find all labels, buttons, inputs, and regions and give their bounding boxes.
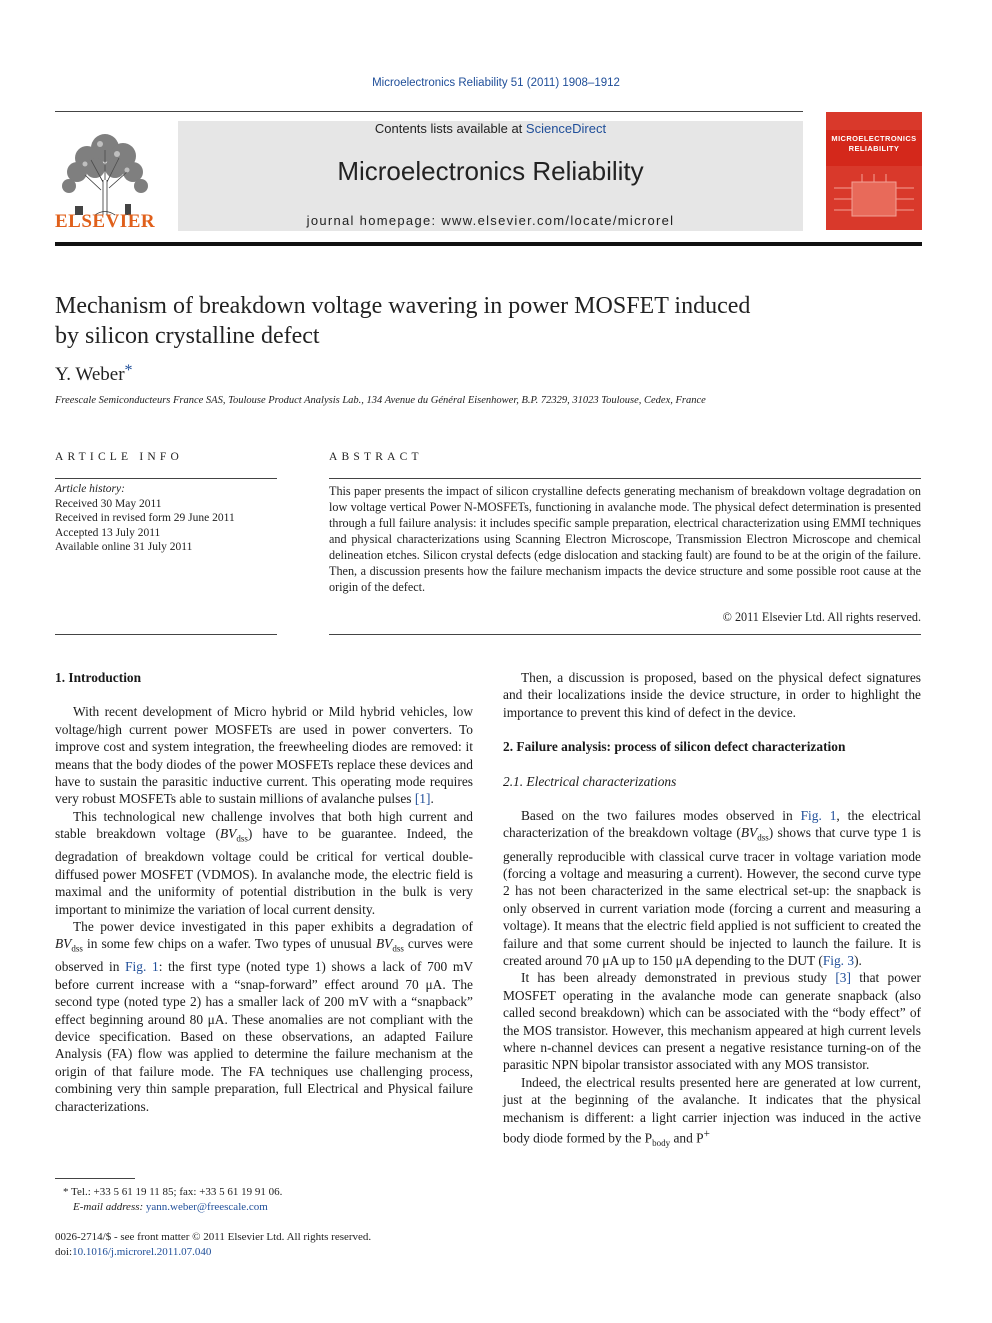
intro-paragraph-4: Then, a discussion is proposed, based on the physical defect signatures and their localizations inside the device structure, in order to highlight the importance to prevent this kind of defect in the device. — [503, 670, 921, 720]
abstract-bottom-rule — [329, 634, 921, 635]
affiliation: Freescale Semiconducteurs France SAS, Toulouse Product Analysis Lab., 134 Avenue du Général Eisenhower, B.P. 72329, 31023 Toulouse, Cedex, France — [55, 395, 706, 406]
history-label: Article history: — [55, 483, 125, 495]
footnote-email: E-mail address: yann.weber@freescale.com — [73, 1201, 268, 1213]
right-column — [503, 669, 921, 1153]
article-history — [55, 482, 277, 555]
section-2-heading: 2. Failure analysis: process of silicon defect characterization — [503, 739, 846, 755]
header-thick-rule — [55, 242, 922, 246]
footnote-mark: * — [63, 1186, 69, 1198]
footnote-contact: * Tel.: +33 5 61 19 11 85; fax: +33 5 61 19 91 06. — [63, 1186, 283, 1198]
doi-line: doi:10.1016/j.microrel.2011.07.040 — [55, 1246, 212, 1258]
abstract-top-rule — [329, 478, 921, 479]
article-title-line1: Mechanism of breakdown voltage wavering in power MOSFET induced — [55, 293, 751, 319]
section-2-1-heading: 2.1. Electrical characterizations — [503, 773, 677, 789]
abstract-heading: ABSTRACT — [329, 451, 423, 463]
info-top-rule — [55, 478, 277, 479]
intro-paragraph-2: This technological new challenge involves that both high current and stable breakdown voltage $(BV_{dss})$ have to be guarantee. Indeed, the degradation of breakdown voltage could be critical for vertical double-diffused power MOSFET (VDMOS). In avalanche mode, the electric field is maximal and the uniformity of potential distribution in the bulk is very important to minimize the variation of local current density. — [55, 808, 473, 917]
issn-line: 0026-2714/$ - see front matter © 2011 Elsevier Ltd. All rights reserved. — [55, 1231, 372, 1243]
author-footnote — [55, 1185, 473, 1215]
abstract-text: This paper presents the impact of silicon crystalline defects generating mechanism of breakdown voltage degradation on low voltage vertical Power N-MOSFETs, functioning in avalanche mode. The physical defect determination is presented through a full failure analysis: it includes specific sample preparation, electrical characterization using EMMI techniques and physical characterizations using Scanning Electron Microscope, Transmission Electron Microscope and chemical delineation etches. Silicon crystal defects (edge dislocation and stacking fault) are found to be at the origin of the failure. Then, a discussion presents how the failure mechanism impacts the device structure and some possible root cause at the origin of the defect. — [329, 484, 921, 594]
fig-1-link[interactable]: Fig. 1 — [125, 959, 159, 975]
electrical-paragraph-3: Indeed, the electrical results presented here are generated at low current, just at the beginning of the avalanche. It indicates that the physical mechanism is different: a light carrier injection was induced in the active body diode formed by the $P_{body}$ and P+ — [503, 1074, 921, 1149]
fig-3-link[interactable]: Fig. 3 — [822, 952, 855, 968]
publisher-wordmark: ELSEVIER — [55, 211, 156, 232]
left-column — [55, 669, 473, 1115]
journal-title: Microelectronics Reliability — [337, 156, 644, 186]
contents-line — [178, 121, 803, 136]
intro-paragraph-3: The power device investigated in this paper exhibits a degradation of $BV_{dss}$ in some few chips on a wafer. Two types of unusual $BV_{dss}$ curves were observed in Fig. 1: the first type (noted type 1) shows a lack of 700 mV before current increase with a “snap-forward” effect around 70 μA. The second type (noted type 2) has a smaller lack of 200 mV with a “snapback” effect beginning around 80 μA. These anomalies are not compliant with the device specification. Based on these observations, an adapted Failure Analysis (FA) flow was applied to determine the failure mechanism at the origin of that failure mode. The FA techniques use challenging process, combining very thin sample preparation, full Electrical and Physical failure characterizations. — [55, 918, 473, 1114]
article-title — [55, 291, 855, 351]
author-email-link[interactable]: yann.weber@freescale.com — [145, 1201, 268, 1213]
cover-title-line1: MICROELECTRONICS — [831, 134, 917, 143]
issn-block — [55, 1230, 473, 1260]
journal-homepage[interactable]: journal homepage: www.elsevier.com/locate/microrel — [306, 213, 675, 228]
author-line — [55, 362, 133, 386]
author-footnote-mark[interactable]: * — [124, 362, 133, 379]
online-date: Available online 31 July 2011 — [55, 541, 193, 554]
cover-chip-icon — [834, 174, 914, 224]
received-date: Received 30 May 2011 — [55, 497, 162, 510]
cover-title-line2: RELIABILITY — [848, 144, 900, 153]
info-bottom-rule — [55, 634, 277, 635]
footnote-rule — [55, 1178, 135, 1179]
ref-3-link[interactable]: [3] — [835, 970, 851, 986]
ref-1-link[interactable]: [1] — [414, 791, 431, 807]
revised-date: Received in revised form 29 June 2011 — [55, 512, 235, 525]
electrical-paragraph-2: It has been already demonstrated in previous study [3] that power MOSFET operating in the avalanche mode can generate snapback (also called second breakdown) which can be associated with the “body effect” of the MOS transistor. However, this mechanism appeared at high current levels where n-channel devices can present a negative resistance turning-on of the parasitic NPN bipolar transistor associated with any MOS transistor. — [503, 970, 921, 1073]
abstract-copyright: © 2011 Elsevier Ltd. All rights reserved. — [722, 610, 921, 624]
electrical-paragraph-1: Based on the two failures modes observed in Fig. 1, the electrical characterization of the breakdown voltage $(BV_{dss})$ shows that curve type 1 is generally reproducible with classical curve tracer in voltage variation mode (forcing a voltage and measuring a current). However, the second curve type 2 has not been characterized in the same electrical set-up: the snapback is only observed in current variation mode (forcing a current and measuring a voltage). It means that the electric field applied is not sufficient to created the failure and that some current should be injected to launch the failure. It is created around 70 μA up to 150 μA depending to the DUT (Fig. 3). — [503, 808, 921, 968]
article-title-line2: by silicon crystalline defect — [55, 323, 320, 349]
contents-prefix: Contents lists available at — [374, 121, 526, 136]
article-info-heading: ARTICLE INFO — [55, 451, 183, 463]
fig-1-link-2[interactable]: Fig. 1 — [800, 808, 837, 824]
doi-link[interactable]: 10.1016/j.microrel.2011.07.040 — [72, 1246, 212, 1258]
section-1-heading: 1. Introduction — [55, 670, 142, 685]
journal-citation[interactable]: Microelectronics Reliability 51 (2011) 1908–1912 — [372, 77, 620, 89]
accepted-date: Accepted 13 July 2011 — [55, 526, 161, 539]
header-rule — [55, 111, 803, 112]
journal-cover-thumbnail[interactable] — [826, 112, 922, 230]
author-name[interactable]: Y. Weber — [55, 364, 125, 385]
intro-paragraph-1: With recent development of Micro hybrid or Mild hybrid vehicles, low voltage/high current power MOSFETs are used in power converters. To improve cost and system integration, the freewheeling diodes are removed: it means that the body diodes of the power MOSFETs replace these devices and have to sustain the parasitic inductive current. This operating mode requires very robust MOSFETs able to sustain millions of avalanche pulses [1]. — [55, 704, 473, 807]
sciencedirect-link[interactable]: ScienceDirect — [525, 121, 607, 136]
